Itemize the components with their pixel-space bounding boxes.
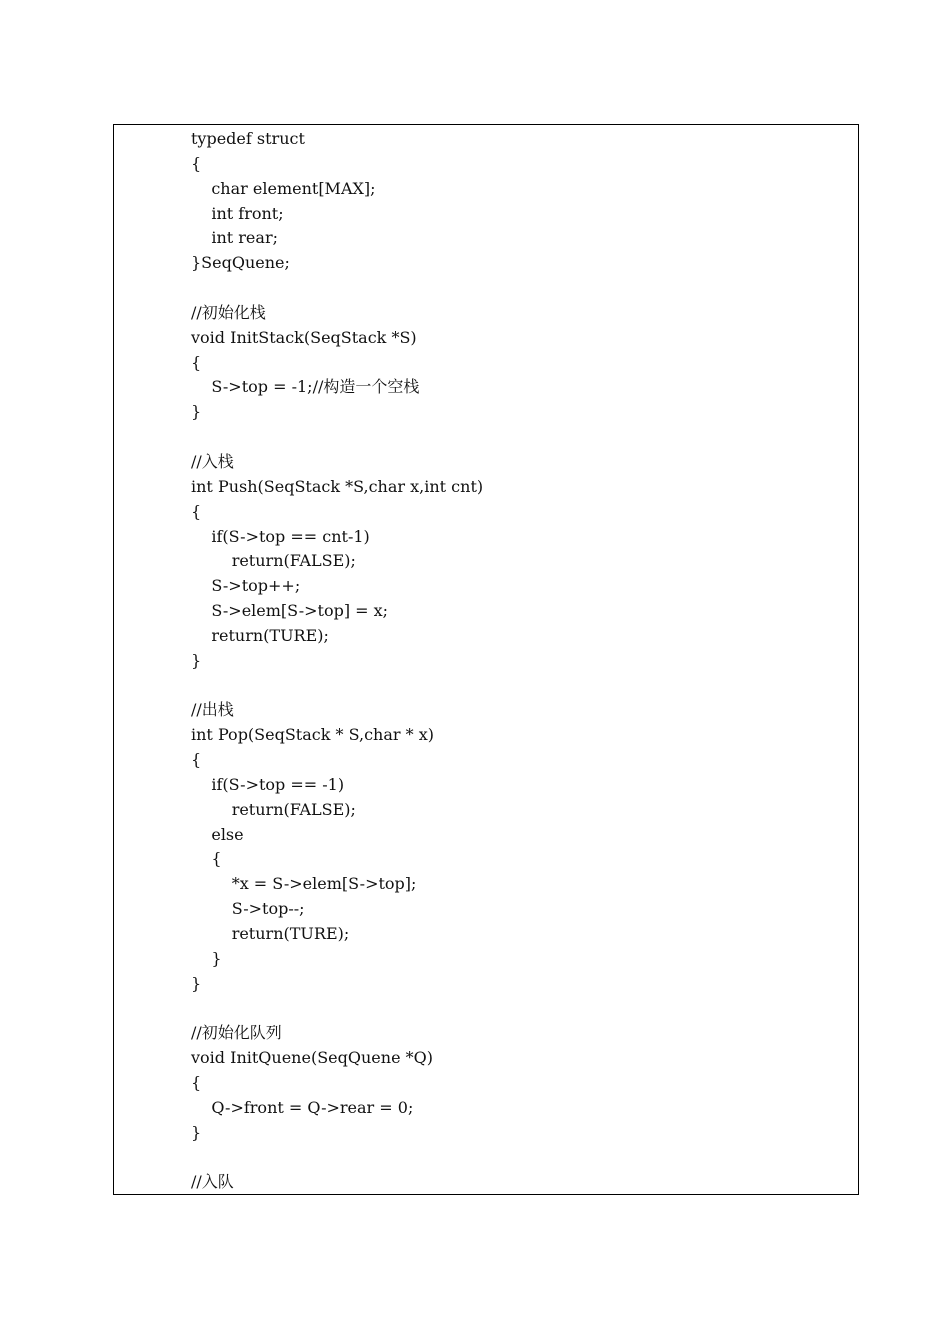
code-line: { — [191, 750, 202, 770]
code-line: } — [191, 402, 202, 422]
code-listing-box — [113, 124, 859, 1195]
code-comment: //初始化栈 — [191, 302, 266, 322]
code-line — [191, 425, 483, 450]
code-line: { — [191, 352, 202, 372]
code-line: S->top++; — [191, 576, 301, 596]
code-comment: //入栈 — [191, 451, 234, 471]
code-line: int Push(SeqStack *S,char x,int cnt) — [191, 476, 484, 496]
code-line: { — [191, 501, 202, 521]
code-line: void InitStack(SeqStack *S) — [191, 327, 417, 347]
code-line: } — [191, 973, 202, 993]
code-line: void InitQuene(SeqQuene *Q) — [191, 1048, 433, 1068]
code-comment: //初始化队列 — [191, 1023, 282, 1043]
code-line: int Pop(SeqStack * S,char * x) — [191, 725, 434, 745]
code-line: { — [191, 1073, 202, 1093]
code-line: } — [191, 948, 222, 968]
code-line: }SeqQuene; — [191, 253, 290, 273]
code-line: *x = S->elem[S->top]; — [191, 874, 417, 894]
code-line — [191, 997, 483, 1022]
code-line: } — [191, 1122, 202, 1142]
code-line: S->top = -1;//构造一个空栈 — [191, 377, 420, 397]
code-line: return(TURE); — [191, 924, 350, 943]
code-line: char element[MAX]; — [191, 178, 376, 198]
code-block — [191, 127, 483, 1195]
code-line: else — [191, 824, 244, 844]
code-line — [191, 276, 483, 301]
code-comment: //出栈 — [191, 700, 234, 720]
code-line: if(S->top == cnt-1) — [191, 526, 370, 546]
code-line: if(S->top == -1) — [191, 774, 345, 794]
code-line: return(FALSE); — [191, 551, 356, 571]
code-line: int rear; — [191, 228, 278, 248]
code-line: Q->front = Q->rear = 0; — [191, 1097, 414, 1117]
code-line: return(FALSE); — [191, 799, 356, 819]
code-comment: //入队 — [191, 1172, 234, 1192]
code-line — [191, 674, 483, 699]
code-line: } — [191, 650, 202, 670]
code-line: int front; — [191, 203, 284, 223]
code-line: return(TURE); — [191, 625, 329, 645]
code-line: { — [191, 153, 202, 173]
code-line: S->elem[S->top] = x; — [191, 601, 389, 621]
code-line: { — [191, 849, 222, 869]
code-line: typedef struct — [191, 129, 305, 148]
code-line: S->top--; — [191, 899, 305, 919]
code-line — [191, 1146, 483, 1171]
